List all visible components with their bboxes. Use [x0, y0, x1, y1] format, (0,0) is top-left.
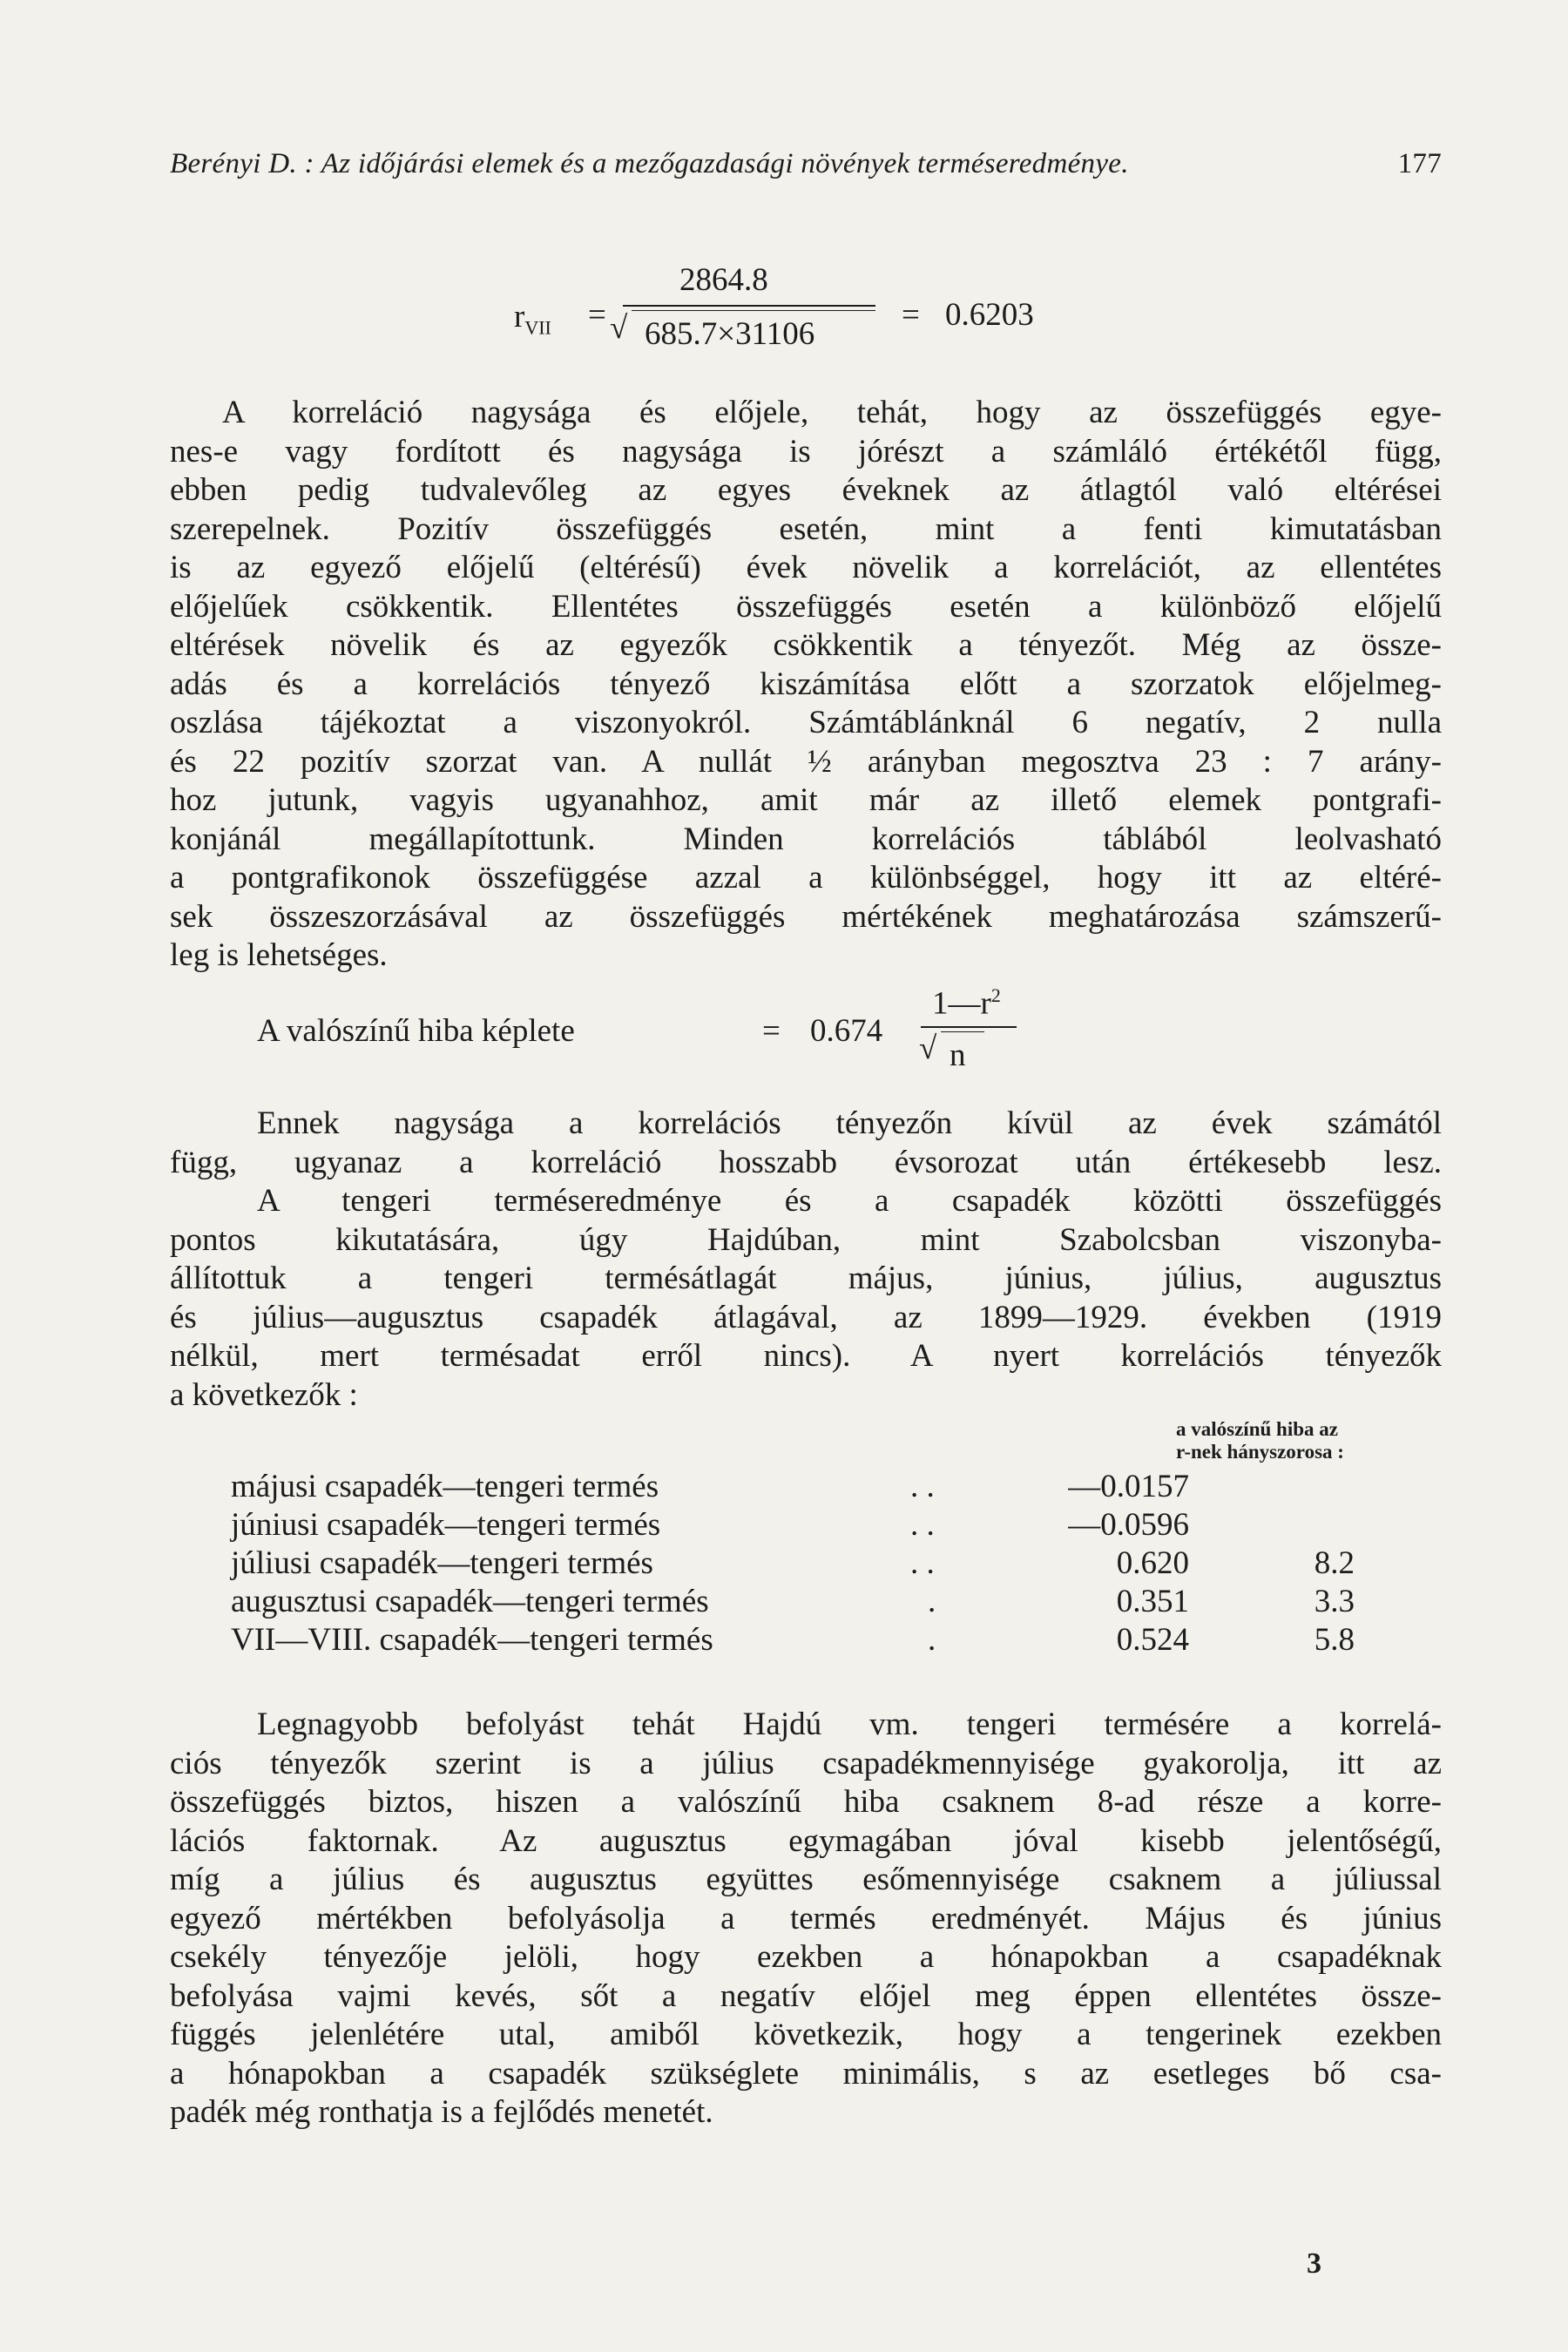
sqrt-overline — [632, 310, 875, 311]
fraction-bar — [623, 305, 875, 307]
text-line: A tengeri terméseredménye és a csapadék közötti összefüggés — [257, 1183, 1442, 1219]
text-line: a következők : — [170, 1376, 358, 1413]
probable-error-formula — [257, 984, 1128, 1089]
text-line: Legnagyobb befolyást tehát Hajdú vm. tengeri termésére a korrelá- — [257, 1707, 1442, 1742]
formula-denominator: 685.7×31106 — [645, 316, 815, 352]
row-r-value: 0.351 — [1116, 1584, 1189, 1619]
text-line: függ, ugyanaz a korreláció hosszabb évsorozat után értékesebb lesz. — [170, 1144, 1442, 1180]
row-r-value: 0.620 — [1116, 1545, 1189, 1581]
table-row — [231, 1468, 1363, 1506]
running-header — [170, 148, 1442, 180]
row-label: VII—VIII. csapadék—tengeri termés — [231, 1622, 713, 1658]
signature-mark: 3 — [1307, 2247, 1321, 2280]
row-leader: . . — [910, 1507, 935, 1543]
text-line: oszlása tájékoztat a viszonyokról. Számtáblánknál 6 negatív, 2 nulla — [170, 705, 1442, 740]
text-line: összefüggés biztos, hiszen a valószínű hiba csaknem 8-ad része a korre- — [170, 1784, 1442, 1820]
text-line: sek összeszorzásával az összefüggés mértékének meghatározása számszerű- — [170, 898, 1442, 935]
fraction-bar — [921, 1026, 1017, 1028]
formula-equals-2: = — [902, 297, 920, 333]
text-line: Ennek nagysága a korrelációs tényezőn kívül az évek számától — [257, 1105, 1442, 1141]
row-ratio: 8.2 — [1314, 1545, 1355, 1581]
text-line: előjelűek csökkentik. Ellentétes összefüggés esetén a különböző előjelű — [170, 588, 1442, 625]
text-line: hoz jutunk, vagyis ugyanahhoz, amit már az illető elemek pontgrafi- — [170, 782, 1442, 818]
row-r-value: —0.0596 — [1068, 1507, 1189, 1543]
text-line: is az egyező előjelű (eltérésű) évek növelik a korrelációt, az ellentétes — [170, 550, 1442, 585]
row-leader: . — [928, 1622, 936, 1658]
row-leader: . . — [910, 1545, 935, 1581]
text-line: szerepelnek. Pozitív összefüggés esetén, mint a fenti kimutatásban — [170, 510, 1442, 547]
row-label: júliusi csapadék—tengeri termés — [231, 1545, 653, 1581]
text-line: ciós tényezők szerint is a július csapadékmennyisége gyakorolja, itt az — [170, 1745, 1442, 1781]
row-label: májusi csapadék—tengeri termés — [231, 1469, 659, 1504]
row-label: júniusi csapadék—tengeri termés — [231, 1507, 661, 1543]
formula-numerator: 2864.8 — [679, 262, 768, 298]
text-line: állítottuk a tengeri termésátlagát május, június, július, augusztus — [170, 1260, 1442, 1296]
row-r-value: 0.524 — [1116, 1622, 1189, 1658]
page-number: 177 — [1397, 148, 1442, 179]
table-row — [231, 1544, 1363, 1583]
text-line: A korreláció nagysága és előjele, tehát, hogy az összefüggés egye- — [222, 395, 1442, 430]
text-line: eltérések növelik és az egyezők csökkentik a tényezőt. Még az össze- — [170, 627, 1442, 663]
text-line: függés jelenlétére utal, amiből következik, hogy a tengerinek ezekben — [170, 2017, 1442, 2052]
table-header-line: r-nek hányszorosa : — [1176, 1441, 1344, 1463]
table-column-header — [1176, 1418, 1437, 1463]
sqrt-icon: √ — [919, 1031, 937, 1066]
text-line: leg is lehetséges. — [170, 937, 388, 973]
formula-equals: = — [588, 297, 606, 333]
row-label: augusztusi csapadék—tengeri termés — [231, 1584, 709, 1619]
row-r-value: —0.0157 — [1068, 1469, 1189, 1504]
paragraph-2 — [170, 1105, 1442, 1415]
text-line: egyező mértékben befolyásolja a termés eredményét. Május és június — [170, 1900, 1442, 1936]
formula-label: A valószínű hiba képlete — [257, 1013, 575, 1049]
text-line: nes-e vagy fordított és nagysága is jórészt a számláló értékétől függ, — [170, 433, 1442, 470]
formula-equals: = — [762, 1013, 781, 1049]
text-line: pontos kikutatására, úgy Hajdúban, mint Szabolcsban viszonyba- — [170, 1221, 1442, 1258]
table-row — [231, 1583, 1363, 1621]
text-line: padék még ronthatja is a fejlődés menetét. — [170, 2094, 713, 2130]
paragraph-1 — [170, 394, 1442, 976]
running-title: Berényi D. : Az időjárási elemek és a mezőgazdasági növények terméseredménye. — [170, 148, 1129, 179]
sqrt-overline — [941, 1031, 984, 1032]
row-ratio: 3.3 — [1314, 1584, 1355, 1619]
text-line: befolyása vajmi kevés, sőt a negatív előjel meg éppen ellentétes össze- — [170, 1977, 1442, 2014]
sqrt-icon: √ — [610, 310, 628, 346]
text-line: a pontgrafikonok összefüggése azzal a különbséggel, hogy itt az eltéré- — [170, 860, 1442, 896]
row-leader: . . — [910, 1469, 935, 1504]
correlation-formula — [514, 261, 1211, 357]
formula-coefficient: 0.674 — [810, 1013, 883, 1049]
formula-lhs: $r_{VII}$ — [514, 299, 551, 339]
text-line: csekély tényezője jelöli, hogy ezekben a hónapokban a csapadéknak — [170, 1939, 1442, 1975]
text-line: konjánál megállapítottunk. Minden korrelációs táblából leolvasható — [170, 821, 1442, 857]
text-line: a hónapokban a csapadék szükséglete minimális, s az esetleges bő csa- — [170, 2055, 1442, 2092]
text-line: adás és a korrelációs tényező kiszámítása előtt a szorzatok előjelmeg- — [170, 666, 1442, 702]
text-line: nélkül, mert termésadat erről nincs). A nyert korrelációs tényezők — [170, 1338, 1442, 1374]
text-line: és július—augusztus csapadék átlagával, az 1899—1929. években (1919 — [170, 1299, 1442, 1335]
row-leader: . — [928, 1584, 936, 1619]
formula-denominator: n — [950, 1037, 966, 1073]
row-ratio: 5.8 — [1314, 1622, 1355, 1658]
table-row — [231, 1621, 1363, 1659]
text-line: míg a július és augusztus együttes esőmennyisége csaknem a júliussal — [170, 1862, 1442, 1897]
table-row — [231, 1506, 1363, 1544]
table-header-line: a valószínű hiba az — [1176, 1418, 1338, 1440]
paragraph-3 — [170, 1706, 1442, 2132]
text-line: lációs faktornak. Az augusztus egymagában jóval kisebb jelentőségű, — [170, 1822, 1442, 1859]
text-line: és 22 pozitív szorzat van. A nullát ½ arányban megosztva 23 : 7 arány- — [170, 743, 1442, 780]
formula-numerator: $1—r^2$ — [932, 984, 1001, 1022]
text-line: ebben pedig tudvalevőleg az egyes éveknek az átlagtól való eltérései — [170, 472, 1442, 508]
formula-result: 0.6203 — [945, 297, 1034, 333]
